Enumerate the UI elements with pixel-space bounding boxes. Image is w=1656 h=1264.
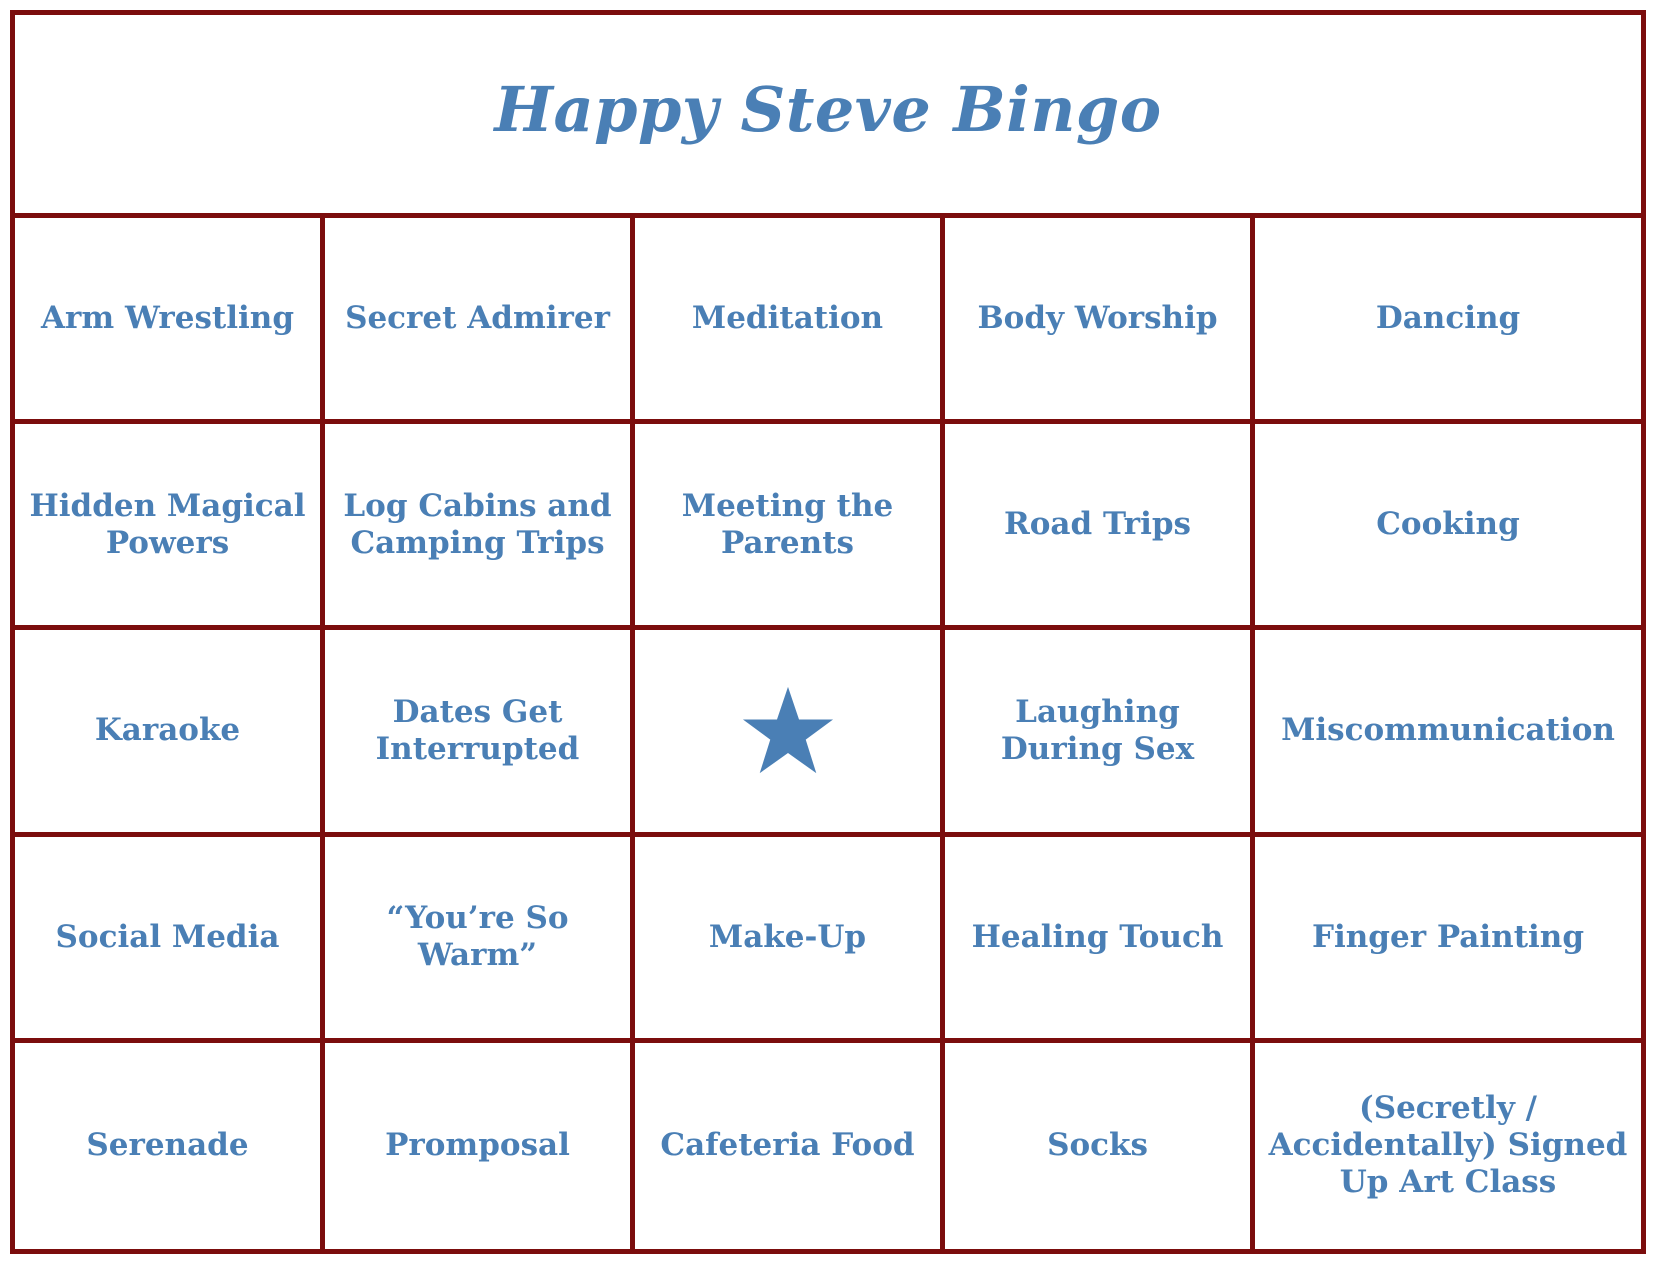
bingo-cell[interactable]: “You’re So Warm” <box>325 837 635 1043</box>
bingo-cell[interactable]: Cooking <box>1255 424 1641 630</box>
bingo-cell[interactable]: Secret Admirer <box>325 218 635 424</box>
bingo-cell[interactable]: Finger Painting <box>1255 837 1641 1043</box>
bingo-cell[interactable]: Road Trips <box>945 424 1255 630</box>
bingo-cell[interactable]: (Secretly / Accidentally) Signed Up Art Class <box>1268 1090 1628 1201</box>
bingo-cell[interactable]: Social Media <box>15 837 325 1043</box>
bingo-cell[interactable]: Dancing <box>1255 218 1641 424</box>
bingo-cell[interactable]: Karaoke <box>15 630 325 836</box>
bingo-cell[interactable]: Arm Wrestling <box>15 218 325 424</box>
bingo-grid <box>15 218 1641 1249</box>
bingo-cell[interactable]: Meeting the Parents <box>635 424 945 630</box>
bingo-cell[interactable]: Log Cabins and Camping Trips <box>325 424 635 630</box>
bingo-cell[interactable]: Promposal <box>325 1043 635 1249</box>
bingo-cell[interactable]: Miscommunication <box>1255 630 1641 836</box>
bingo-cell[interactable]: Serenade <box>15 1043 325 1249</box>
bingo-cell[interactable]: Dates Get Interrupted <box>325 630 635 836</box>
free-space-cell[interactable] <box>635 630 945 836</box>
bingo-cell[interactable]: Healing Touch <box>945 837 1255 1043</box>
bingo-cell[interactable]: Socks <box>945 1043 1255 1249</box>
bingo-cell[interactable]: Laughing During Sex <box>945 630 1255 836</box>
bingo-cell[interactable]: Hidden Magical Powers <box>15 424 325 630</box>
bingo-cell[interactable]: Cafeteria Food <box>635 1043 945 1249</box>
title-row <box>15 15 1641 218</box>
bingo-cell[interactable]: Body Worship <box>945 218 1255 424</box>
bingo-cell[interactable]: Meditation <box>635 218 945 424</box>
bingo-card <box>10 10 1646 1254</box>
star-icon <box>740 685 836 777</box>
bingo-cell[interactable]: Make-Up <box>635 837 945 1043</box>
page-title: Happy Steve Bingo <box>494 72 1162 146</box>
